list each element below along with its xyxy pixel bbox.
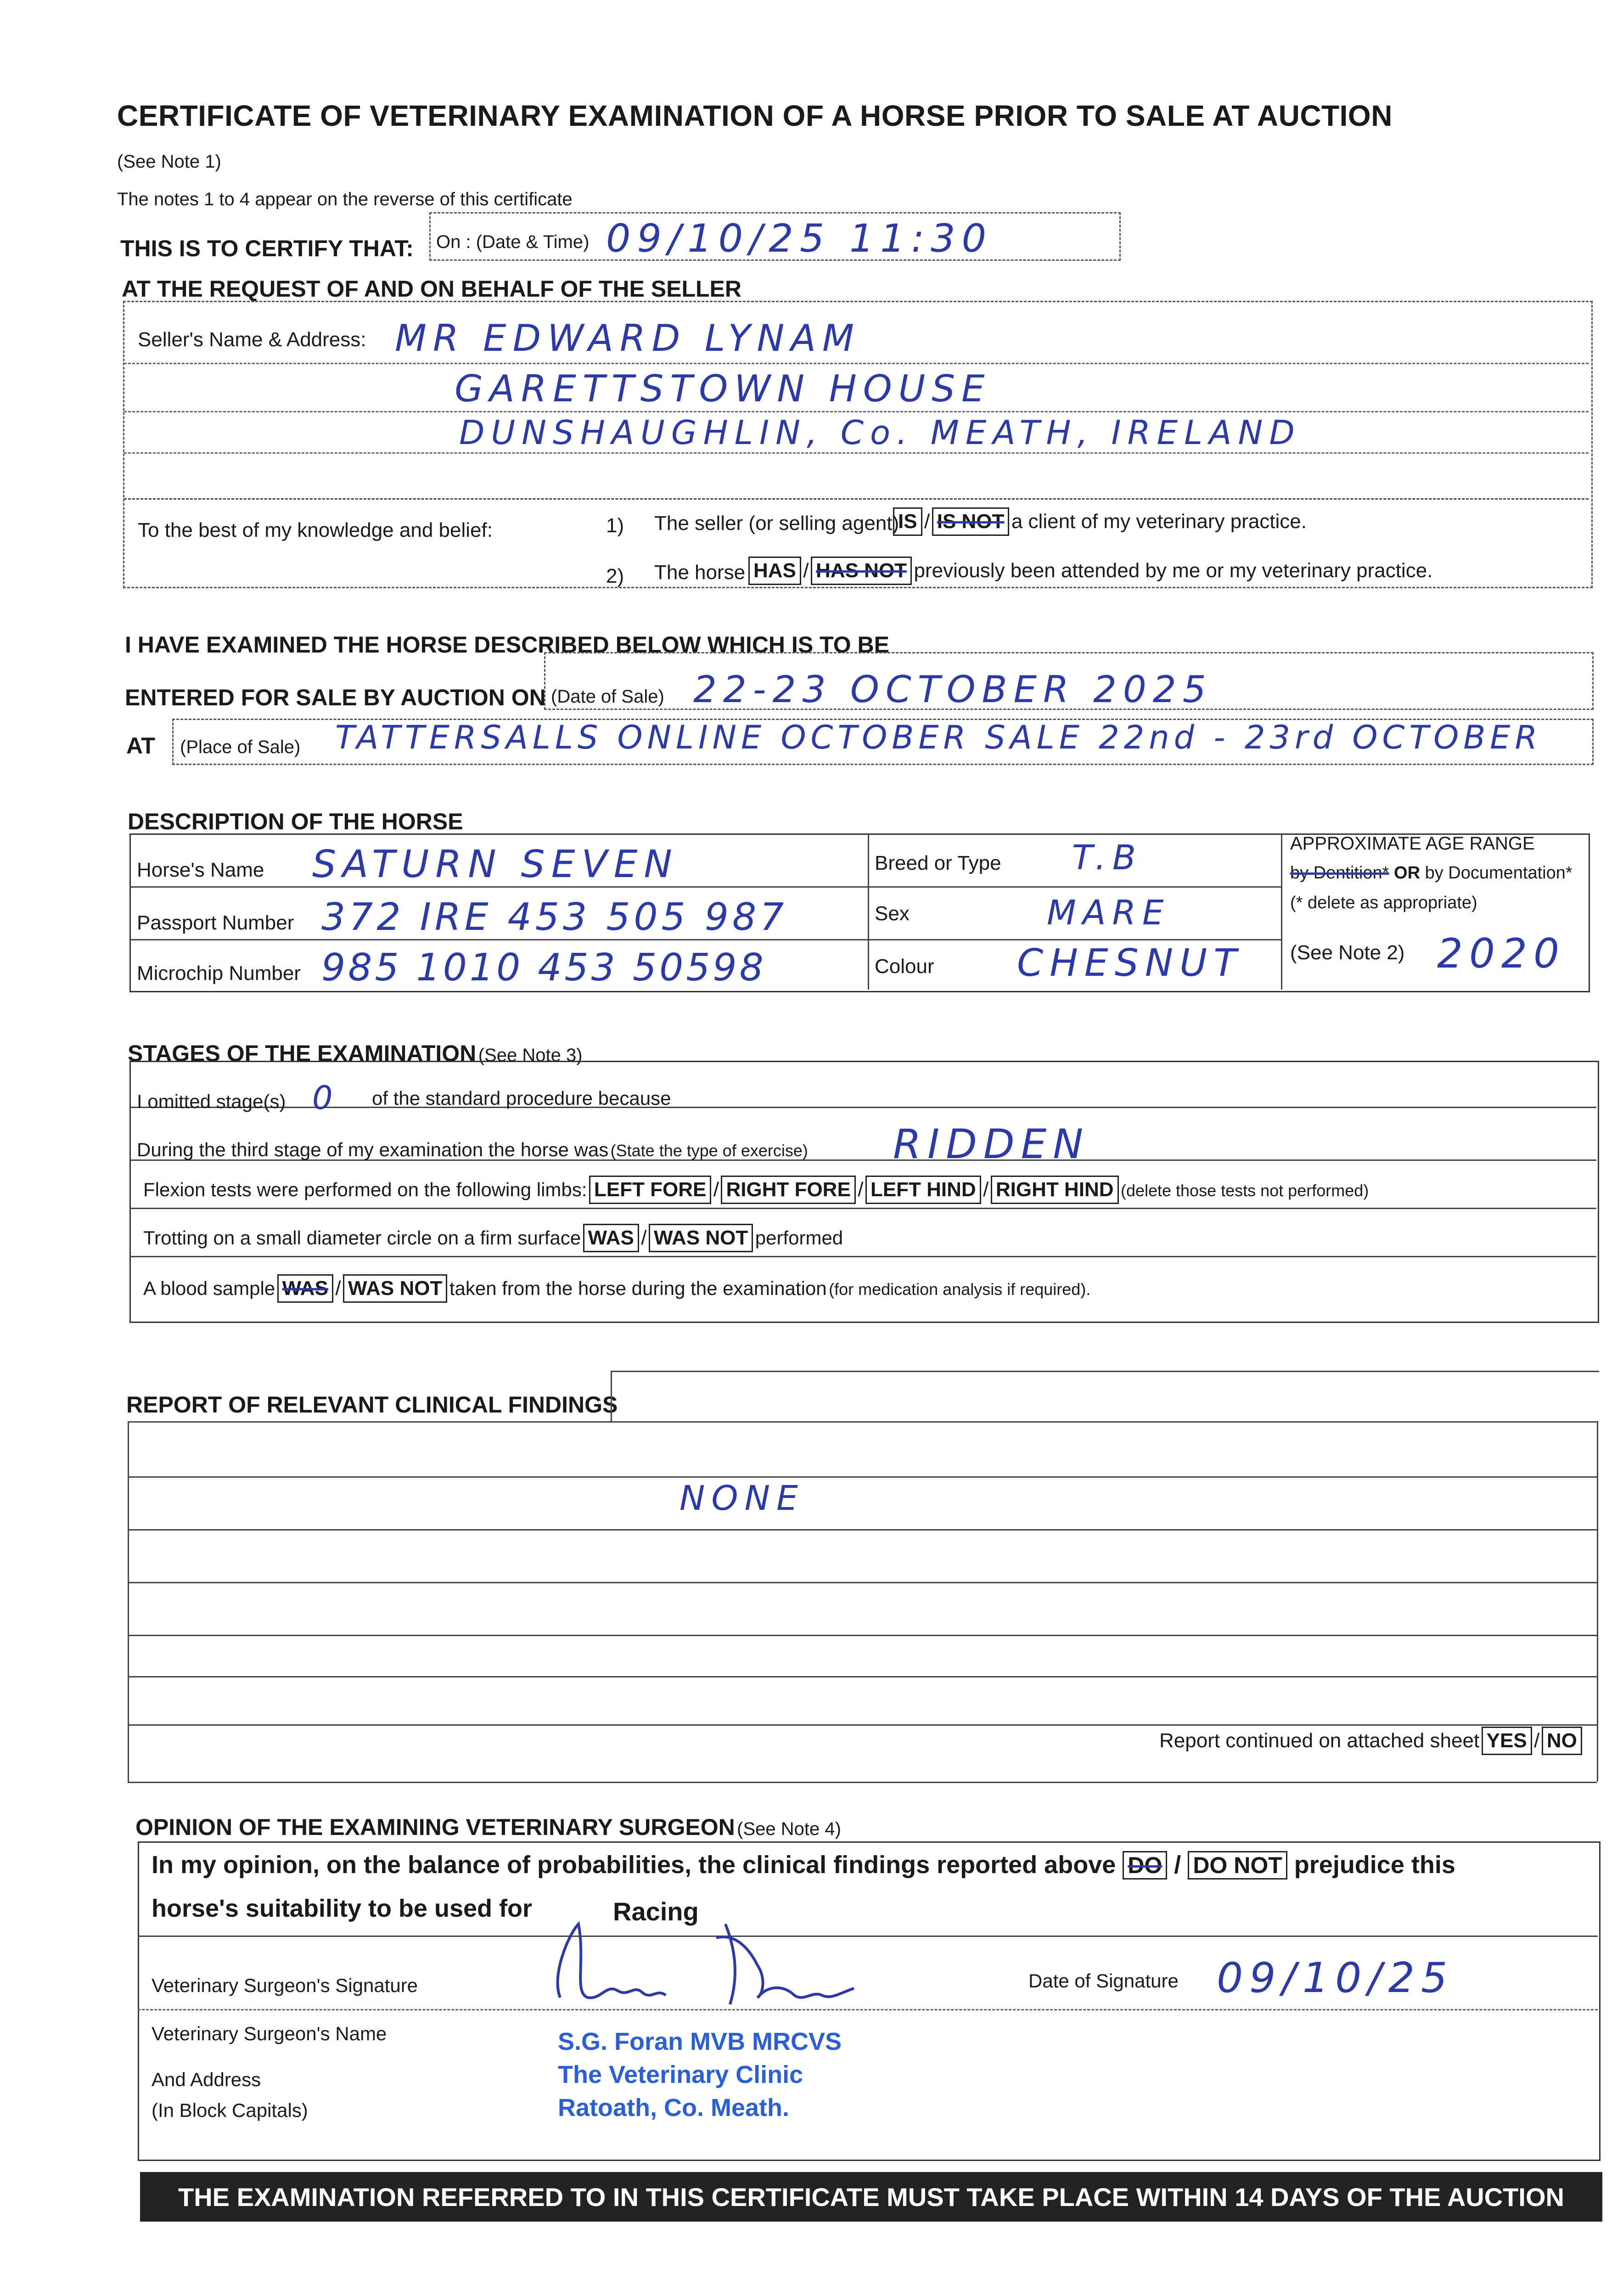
block-capitals-label: (In Block Capitals) — [152, 2099, 308, 2121]
q2-text: The horse — [654, 561, 746, 584]
trot-slash: / — [641, 1227, 647, 1249]
age-by-documentation[interactable]: by Documentation* — [1425, 863, 1572, 883]
blood-was-not-option[interactable]: WAS NOT — [343, 1274, 447, 1303]
q1-tail: a client of my veterinary practice. — [1011, 510, 1307, 533]
age-by-dentition[interactable]: by Dentition* — [1290, 863, 1389, 883]
omitted-value: 0 — [312, 1079, 339, 1117]
signature-label: Veterinary Surgeon's Signature — [152, 1975, 418, 1996]
age-or: OR — [1394, 863, 1421, 883]
opinion-do-not-option[interactable]: DO NOT — [1188, 1851, 1287, 1880]
stages-heading: STAGES OF THE EXAMINATION — [128, 1041, 477, 1066]
trot-was-option[interactable]: WAS — [583, 1224, 639, 1252]
colour-value: CHESNUT — [1017, 941, 1243, 985]
seller-line-2: GARETTSTOWN HOUSE — [455, 367, 991, 410]
opinion-use-value: Racing — [613, 1897, 699, 1926]
entered-label: ENTERED FOR SALE BY AUCTION ON — [125, 685, 546, 710]
stages-note: (See Note 3) — [478, 1045, 583, 1065]
notes-line: The notes 1 to 4 appear on the reverse of this certificate — [117, 189, 573, 209]
sex-value: MARE — [1047, 893, 1170, 933]
omitted-label: I omitted stage(s) — [137, 1091, 286, 1112]
footer-banner: THE EXAMINATION REFERRED TO IN THIS CERTIFICATE MUST TAKE PLACE WITHIN 14 DAYS OF THE AUCTION — [140, 2172, 1602, 2222]
horse-name-label: Horse's Name — [137, 859, 264, 881]
flexion-right-hind[interactable]: RIGHT HIND — [991, 1176, 1119, 1204]
sale-date-value: 22-23 OCTOBER 2025 — [693, 668, 1213, 711]
opinion-heading: OPINION OF THE EXAMINING VETERINARY SURGEON — [135, 1814, 735, 1840]
opinion-slash: / — [1174, 1851, 1181, 1879]
stamp-line-3: Ratoath, Co. Meath. — [558, 2094, 790, 2122]
flexion-tail: (delete those tests not performed) — [1120, 1181, 1369, 1200]
breed-label: Breed or Type — [875, 852, 1001, 874]
flexion-slash-2: / — [858, 1178, 864, 1201]
sale-place-label: (Place of Sale) — [180, 737, 301, 757]
blood-slash: / — [335, 1277, 341, 1300]
trot-tail: performed — [755, 1227, 843, 1249]
colour-label: Colour — [875, 955, 934, 978]
date-signature-value: 09/10/25 — [1217, 1954, 1454, 2002]
vet-name-label: Veterinary Surgeon's Name — [152, 2023, 387, 2044]
q1-number: 1) — [606, 514, 624, 537]
q2-has-not-option[interactable]: HAS NOT — [811, 557, 912, 585]
opinion-note: (See Note 4) — [737, 1819, 841, 1839]
sale-date-label: (Date of Sale) — [551, 687, 664, 707]
q1-is-option[interactable]: IS — [893, 507, 922, 536]
trot-was-not-option[interactable]: WAS NOT — [649, 1224, 753, 1252]
age-heading: APPROXIMATE AGE RANGE — [1290, 833, 1535, 854]
sex-label: Sex — [875, 902, 910, 925]
age-value: 2020 — [1437, 930, 1566, 977]
stamp-line-1: S.G. Foran MVB MRCVS — [558, 2028, 842, 2055]
flexion-label: Flexion tests were performed on the following limbs: — [143, 1179, 587, 1200]
trot-label: Trotting on a small diameter circle on a firm surface — [143, 1227, 581, 1249]
report-yes-option[interactable]: YES — [1482, 1727, 1532, 1755]
seller-name-label: Seller's Name & Address: — [138, 328, 366, 351]
q2-has-option[interactable]: HAS — [748, 557, 801, 585]
horse-name-value: SATURN SEVEN — [312, 843, 679, 886]
blood-was-option[interactable]: WAS — [277, 1274, 333, 1303]
flexion-slash-1: / — [713, 1178, 719, 1201]
q2-number: 2) — [606, 565, 624, 587]
passport-label: Passport Number — [137, 912, 294, 934]
passport-value: 372 IRE 453 505 987 — [321, 895, 788, 939]
report-heading: REPORT OF RELEVANT CLINICAL FINDINGS — [126, 1392, 618, 1418]
seller-line-3: DUNSHAUGHLIN, Co. MEATH, IRELAND — [459, 413, 1301, 452]
breed-value: T.B — [1072, 838, 1142, 878]
opinion-do-option[interactable]: DO — [1123, 1851, 1167, 1880]
date-signature-label: Date of Signature — [1028, 1970, 1179, 1992]
q1-slash: / — [924, 510, 930, 533]
flexion-left-hind[interactable]: LEFT HIND — [865, 1176, 981, 1204]
examined-label: I HAVE EXAMINED THE HORSE DESCRIBED BELOW WHICH IS TO BE — [125, 632, 889, 658]
flexion-right-fore[interactable]: RIGHT FORE — [721, 1176, 855, 1204]
omitted-tail: of the standard procedure because — [372, 1087, 671, 1109]
report-finding: NONE — [680, 1479, 804, 1518]
blood-label: A blood sample — [143, 1277, 275, 1299]
age-delete-note: (* delete as appropriate) — [1290, 893, 1477, 912]
report-no-option[interactable]: NO — [1542, 1727, 1582, 1755]
address-label: And Address — [152, 2069, 261, 2090]
blood-tail: taken from the horse during the examination — [449, 1277, 827, 1299]
description-heading: DESCRIPTION OF THE HORSE — [128, 809, 463, 834]
vet-stamp — [558, 2025, 842, 2124]
date-time-label: On : (Date & Time) — [436, 232, 590, 252]
certify-label: THIS IS TO CERTIFY THAT: — [120, 236, 414, 261]
certificate-title: CERTIFICATE OF VETERINARY EXAMINATION OF A HORSE PRIOR TO SALE AT AUCTION — [117, 99, 1393, 132]
flexion-slash-3: / — [983, 1178, 989, 1201]
q1-is-not-option[interactable]: IS NOT — [932, 507, 1010, 536]
request-label: AT THE REQUEST OF AND ON BEHALF OF THE SELLER — [122, 276, 741, 302]
opinion-text-c: horse's suitability to be used for — [152, 1895, 532, 1922]
report-slash: / — [1534, 1729, 1540, 1752]
report-header-cell — [611, 1371, 1599, 1423]
opinion-text-a: In my opinion, on the balance of probabilities, the clinical findings reported above — [152, 1851, 1116, 1879]
age-see-note: (See Note 2) — [1290, 941, 1405, 964]
third-stage-hint: (State the type of exercise) — [610, 1141, 808, 1160]
q2-tail: previously been attended by me or my veterinary practice. — [914, 559, 1433, 582]
seller-line-1: MR EDWARD LYNAM — [395, 317, 861, 360]
q2-slash: / — [803, 559, 809, 582]
report-continued-label: Report continued on attached sheet — [1159, 1729, 1480, 1752]
microchip-label: Microchip Number — [137, 962, 301, 985]
belief-label: To the best of my knowledge and belief: — [138, 519, 493, 541]
flexion-left-fore[interactable]: LEFT FORE — [589, 1176, 711, 1204]
at-label: AT — [126, 733, 155, 759]
date-time-value: 09/10/25 11:30 — [606, 216, 993, 261]
signature — [542, 1906, 872, 2016]
microchip-value: 985 1010 453 50598 — [321, 946, 766, 990]
third-stage-value: RIDDEN — [893, 1120, 1090, 1168]
q1-text: The seller (or selling agent) — [654, 512, 899, 535]
blood-hint: (for medication analysis if required). — [829, 1280, 1091, 1299]
opinion-text-b: prejudice this — [1294, 1851, 1455, 1879]
stamp-line-2: The Veterinary Clinic — [558, 2061, 803, 2088]
sale-place-value: TATTERSALLS ONLINE OCTOBER SALE 22nd - 23rd OCTOBER — [335, 719, 1542, 756]
see-note-1: (See Note 1) — [117, 152, 221, 172]
third-stage-label: During the third stage of my examination the horse was — [137, 1139, 609, 1160]
